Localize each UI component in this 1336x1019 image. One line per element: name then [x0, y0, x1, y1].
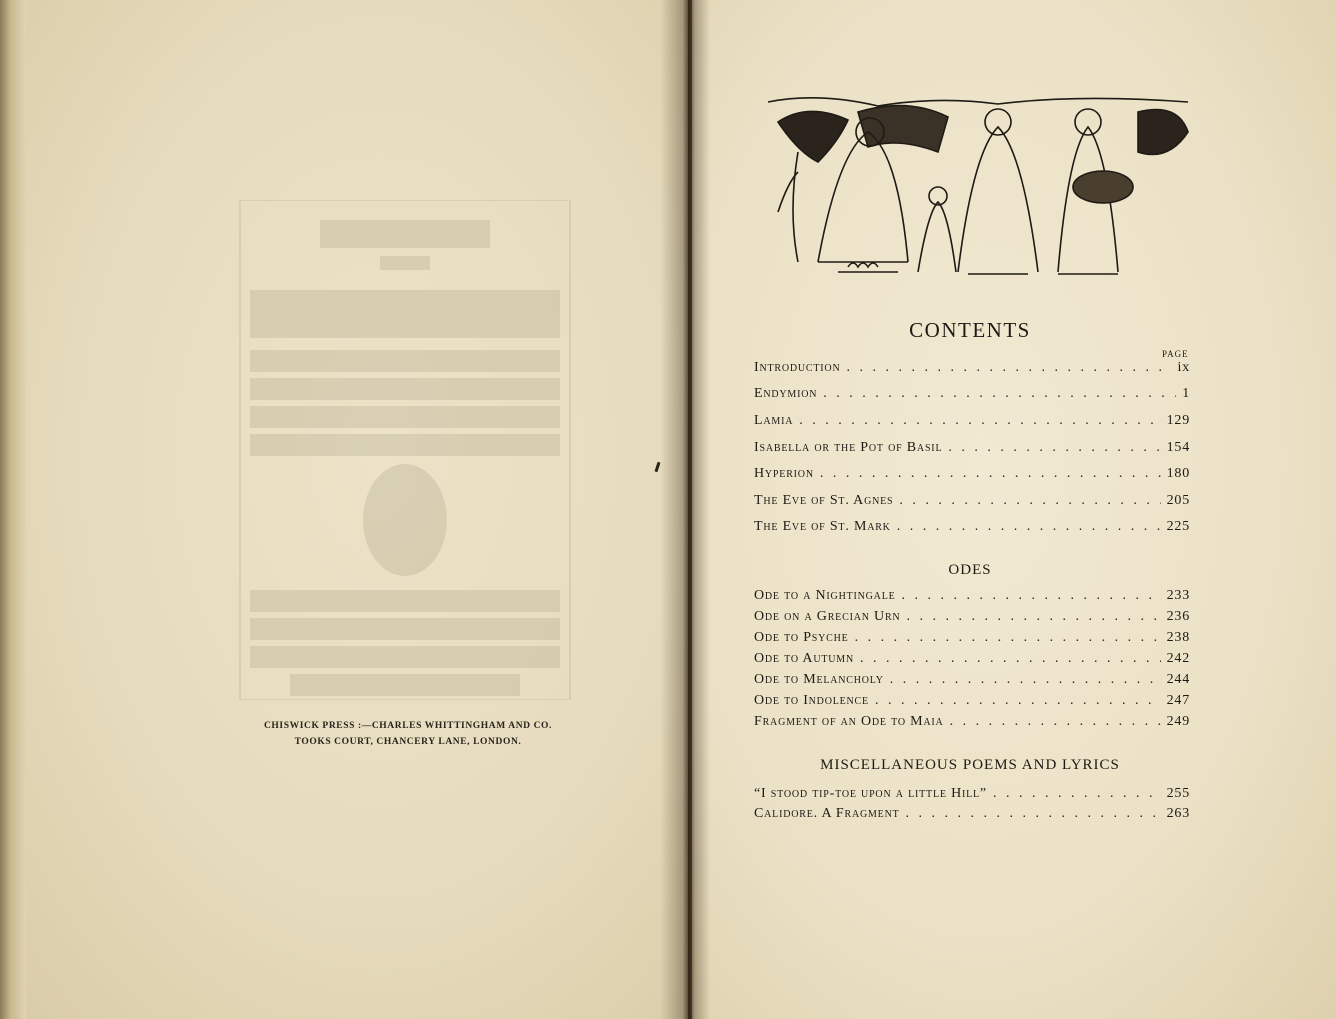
toc-leader [906, 806, 1161, 822]
toc-entry-title: Endymion [754, 386, 818, 401]
imprint-line-1: CHISWICK PRESS :—CHARLES WHITTINGHAM AND CO. [263, 721, 553, 731]
toc-entry[interactable] [754, 693, 1190, 713]
toc-entry[interactable] [754, 806, 1190, 826]
toc-entry-title: Ode to Indolence [754, 693, 869, 708]
toc-entry[interactable] [754, 386, 1190, 406]
toc-entry-title: Ode to a Nightingale [754, 588, 896, 603]
toc-entry-page: 247 [1166, 693, 1190, 708]
toc-leader [823, 386, 1176, 402]
toc-entry-page: 233 [1166, 588, 1190, 603]
toc-entry[interactable] [754, 466, 1190, 486]
toc-entry-page: 236 [1166, 609, 1190, 624]
toc-leader [846, 360, 1171, 376]
toc-entry-title: Introduction [754, 360, 841, 375]
toc-entry[interactable] [754, 588, 1190, 608]
toc-entry-page: 238 [1166, 630, 1190, 645]
toc-entry-title: “I stood tip-toe upon a little Hill” [754, 786, 987, 801]
toc-entry[interactable] [754, 360, 1190, 380]
toc-leader [897, 519, 1161, 535]
toc-entry-page: 249 [1166, 714, 1190, 729]
toc-entry-page: 244 [1166, 672, 1190, 687]
toc-entry-title: The Eve of St. Mark [754, 519, 891, 534]
toc-leader [799, 413, 1160, 429]
toc-entry-page: 205 [1166, 493, 1190, 508]
right-page [692, 0, 1336, 1019]
book-gutter [660, 0, 710, 1019]
toc-entry-title: Hyperion [754, 466, 814, 481]
page-column-header: PAGE [1162, 349, 1189, 359]
toc-entry[interactable] [754, 714, 1190, 734]
toc-leader [993, 786, 1161, 802]
toc-leader [899, 493, 1160, 509]
show-through-ghost [230, 200, 580, 705]
toc-leader [890, 672, 1161, 688]
headpiece-illustration [758, 92, 1198, 292]
toc-leader [906, 609, 1160, 625]
toc-entry[interactable] [754, 651, 1190, 671]
toc-entry-title: Ode to Autumn [754, 651, 854, 666]
toc-entry-page: ix [1177, 360, 1190, 375]
toc-entry-title: Fragment of an Ode to Maia [754, 714, 944, 729]
toc-entry-page: 242 [1166, 651, 1190, 666]
toc-entry-page: 255 [1166, 786, 1190, 801]
toc-entry[interactable] [754, 413, 1190, 433]
contents-title: CONTENTS [909, 318, 1031, 342]
misc-heading: MISCELLANEOUS POEMS AND LYRICS [820, 757, 1120, 773]
toc-entry[interactable] [754, 493, 1190, 513]
toc-entry-page: 225 [1166, 519, 1190, 534]
ghost-texture [230, 200, 580, 700]
toc-leader [860, 651, 1161, 667]
imprint-line-2: TOOKS COURT, CHANCERY LANE, LONDON. [294, 737, 522, 747]
toc-entry-page: 263 [1166, 806, 1190, 821]
toc-leader [950, 714, 1161, 730]
odes-heading: ODES [948, 562, 992, 578]
toc-entry-page: 1 [1182, 386, 1190, 401]
toc-entry[interactable] [754, 609, 1190, 629]
toc-entry-title: Calidore. A Fragment [754, 806, 900, 821]
toc-entry[interactable] [754, 672, 1190, 692]
toc-entry-title: Ode on a Grecian Urn [754, 609, 901, 624]
toc-entry[interactable] [754, 786, 1190, 806]
toc-entry-title: Isabella or the Pot of Basil [754, 440, 943, 455]
toc-leader [902, 588, 1161, 604]
toc-entry[interactable] [754, 630, 1190, 650]
toc-entry-title: The Eve of St. Agnes [754, 493, 894, 508]
toc-entry-page: 129 [1166, 413, 1190, 428]
toc-entry-page: 154 [1166, 440, 1190, 455]
toc-leader [855, 630, 1161, 646]
toc-entry-page: 180 [1166, 466, 1190, 481]
toc-entry[interactable] [754, 519, 1190, 539]
toc-leader [948, 440, 1160, 456]
page-edge [0, 0, 26, 1019]
toc-entry-title: Ode to Psyche [754, 630, 849, 645]
printer-imprint [248, 718, 568, 750]
toc-leader [875, 693, 1161, 709]
toc-entry-title: Ode to Melancholy [754, 672, 884, 687]
toc-entry-title: Lamia [754, 413, 794, 428]
toc-entry[interactable] [754, 440, 1190, 460]
toc-leader [820, 466, 1161, 482]
